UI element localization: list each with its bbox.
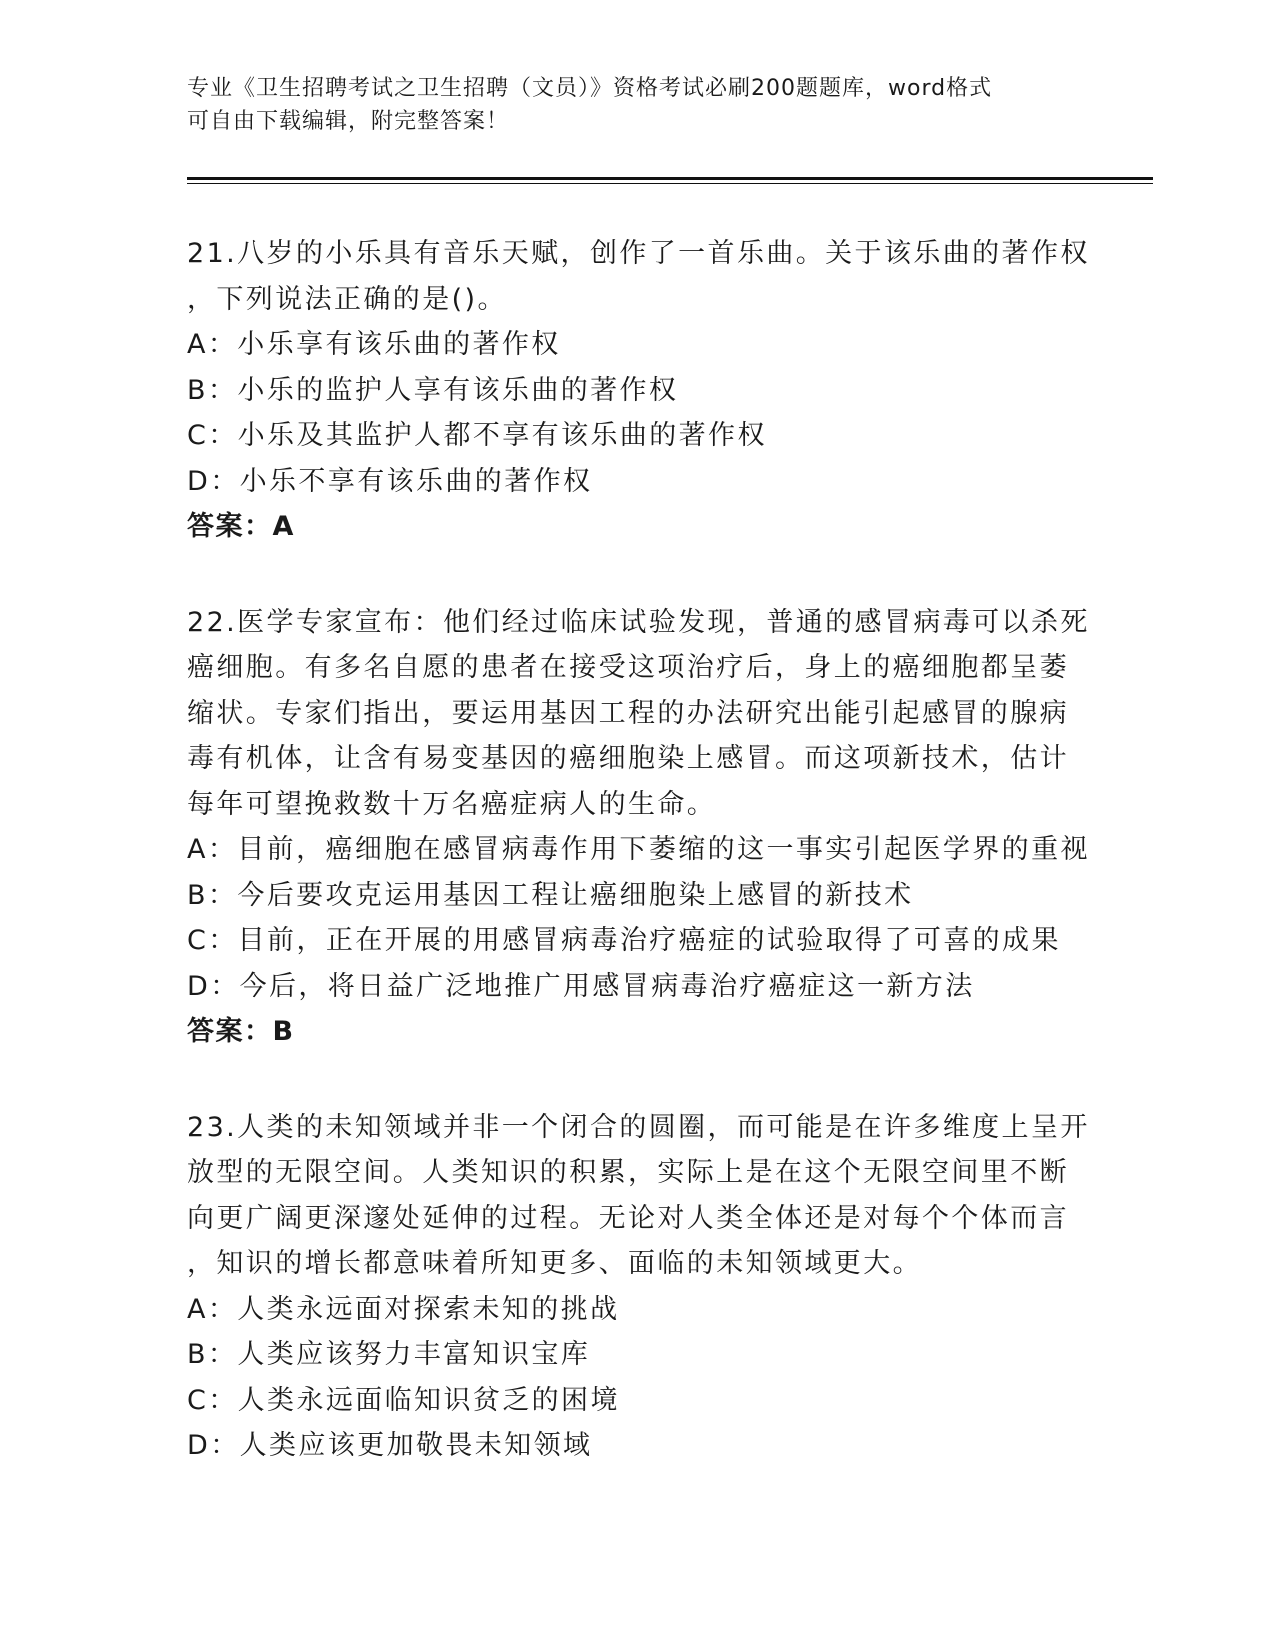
option-b: B：小乐的监护人享有该乐曲的著作权 <box>187 374 679 406</box>
question-stem-line: ，下列说法正确的是()。 <box>187 283 507 315</box>
option-d: D：人类应该更加敬畏未知领域 <box>187 1430 593 1461</box>
option-a: A：目前，癌细胞在感冒病毒作用下萎缩的这一事实引起医学界的重视 <box>187 834 1090 865</box>
question-stem-line: 23.人类的未知领域并非一个闭合的圆圈，而可能是在许多维度上呈开 <box>187 1111 1090 1143</box>
question-stem-line: 22.医学专家宣布：他们经过临床试验发现，普通的感冒病毒可以杀死 <box>187 606 1090 638</box>
option-b: B：人类应该努力丰富知识宝库 <box>187 1339 591 1370</box>
header-divider-thin <box>187 183 1153 184</box>
document-header <box>187 72 1087 138</box>
option-d: D：小乐不享有该乐曲的著作权 <box>187 465 593 497</box>
answer-label: 答案：A <box>187 511 295 542</box>
header-line-1: 专业《卫生招聘考试之卫生招聘（文员）》资格考试必刷200题题库，word格式 <box>187 76 993 101</box>
option-c: C：小乐及其监护人都不享有该乐曲的著作权 <box>187 420 767 451</box>
question-spacer <box>187 550 1087 600</box>
option-c: C：目前，正在开展的用感冒病毒治疗癌症的试验取得了可喜的成果 <box>187 925 1061 956</box>
option-c: C：人类永远面临知识贫乏的困境 <box>187 1384 620 1416</box>
header-divider-thick <box>187 177 1153 180</box>
question-23 <box>187 1105 1090 1469</box>
question-stem-line: 向更广阔更深邃处延伸的过程。无论对人类全体还是对每个个体而言 <box>187 1202 1069 1234</box>
question-stem-line: 每年可望挽救数十万名癌症病人的生命。 <box>187 788 717 820</box>
question-21 <box>187 231 1090 550</box>
option-b: B：今后要攻克运用基因工程让癌细胞染上感冒的新技术 <box>187 879 914 911</box>
header-line-2: 可自由下载编辑，附完整答案！ <box>187 109 510 134</box>
question-stem-line: ，知识的增长都意味着所知更多、面临的未知领域更大。 <box>187 1248 922 1279</box>
question-list <box>187 231 1090 1469</box>
question-stem-line: 癌细胞。有多名自愿的患者在接受这项治疗后，身上的癌细胞都呈萎 <box>187 652 1069 683</box>
option-d: D：今后，将日益广泛地推广用感冒病毒治疗癌症这一新方法 <box>187 970 975 1002</box>
answer-label: 答案：B <box>187 1016 295 1047</box>
question-stem-line: 毒有机体，让含有易变基因的癌细胞染上感冒。而这项新技术，估计 <box>187 743 1069 774</box>
question-stem-line: 放型的无限空间。人类知识的积累，实际上是在这个无限空间里不断 <box>187 1157 1069 1188</box>
question-stem-line: 缩状。专家们指出，要运用基因工程的办法研究出能引起感冒的腺病 <box>187 697 1069 729</box>
question-22 <box>187 600 1090 1055</box>
question-spacer <box>187 1055 1087 1105</box>
option-a: A：人类永远面对探索未知的挑战 <box>187 1293 620 1325</box>
question-stem-line: 21.八岁的小乐具有音乐天赋，创作了一首乐曲。关于该乐曲的著作权 <box>187 238 1090 269</box>
option-a: A：小乐享有该乐曲的著作权 <box>187 329 561 360</box>
